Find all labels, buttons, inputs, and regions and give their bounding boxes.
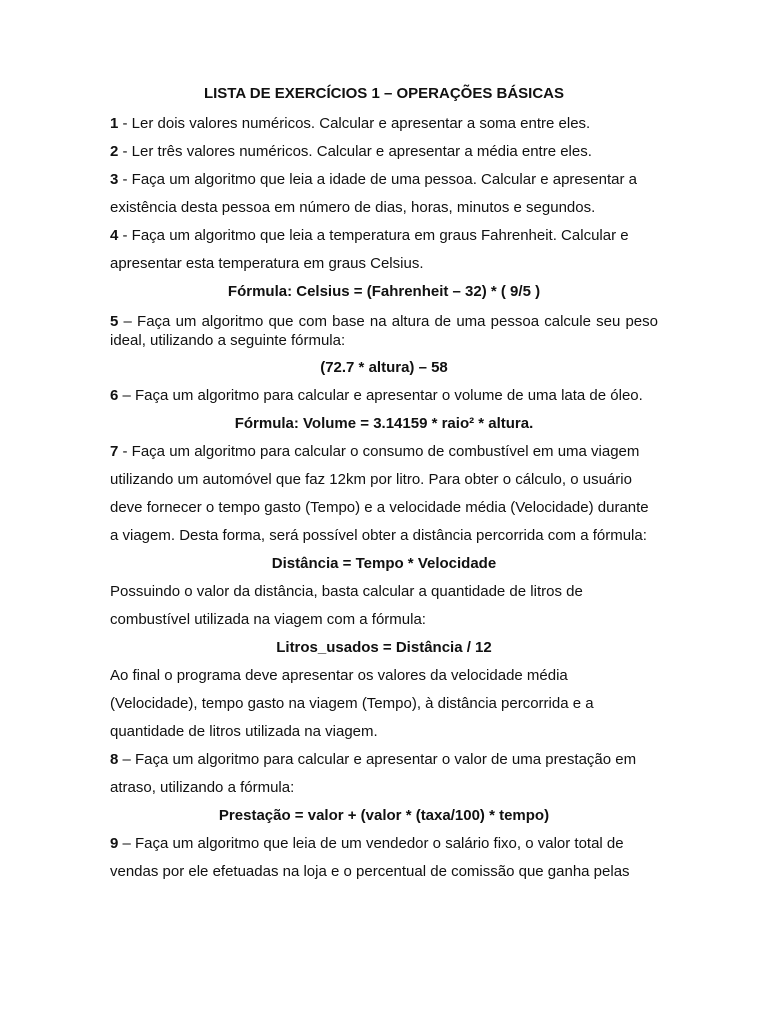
exercise-4 <box>110 222 658 278</box>
exercise-number: 5 <box>110 313 119 330</box>
formula-litros: Litros_usados = Distância / 12 <box>276 639 492 656</box>
exercise-1 <box>110 110 658 138</box>
exercise-2 <box>110 138 658 166</box>
exercise-number: 1 <box>110 115 119 132</box>
exercise-text: – Faça um algoritmo para calcular e apresentar o valor de uma prestação em atraso, utilizando a fórmula: <box>110 751 637 796</box>
exercise-6 <box>110 382 658 410</box>
exercise-5 <box>110 312 658 350</box>
exercise-text: – Faça um algoritmo que leia de um vendedor o salário fixo, o valor total de vendas por ele efetuadas na loja e o percentual de comissão que ganha pelas <box>110 835 630 880</box>
exercise-text: - Faça um algoritmo que leia a temperatura em graus Fahrenheit. Calcular e apresentar esta temperatura em graus Celsius. <box>110 227 629 272</box>
exercise-7 <box>110 438 658 550</box>
exercise-9 <box>110 830 658 886</box>
exercise-number: 4 <box>110 227 119 244</box>
exercise-number: 7 <box>110 443 119 460</box>
exercise-text: – Faça um algoritmo que com base na altura de uma pessoa calcule seu peso ideal, utilizando a seguinte fórmula: <box>110 313 658 349</box>
exercise-3 <box>110 166 658 222</box>
exercise-text: - Faça um algoritmo que leia a idade de uma pessoa. Calcular e apresentar a existência desta pessoa em número de dias, horas, minutos e segundos. <box>110 171 637 216</box>
exercise-text: - Ler dois valores numéricos. Calcular e apresentar a soma entre eles. <box>118 115 591 132</box>
exercise-number: 3 <box>110 171 119 188</box>
document-title: LISTA DE EXERCÍCIOS 1 – OPERAÇÕES BÁSICAS <box>203 85 565 102</box>
exercise-number: 8 <box>110 751 119 768</box>
exercise-text: – Faça um algoritmo para calcular e apresentar o volume de uma lata de óleo. <box>118 387 643 404</box>
formula-distancia: Distância = Tempo * Velocidade <box>271 555 497 572</box>
exercise-text: - Ler três valores numéricos. Calcular e apresentar a média entre eles. <box>118 143 592 160</box>
formula-volume: Fórmula: Volume = 3.14159 * raio² * altura. <box>234 415 534 432</box>
exercise-text: - Faça um algoritmo para calcular o consumo de combustível em uma viagem utilizando um automóvel que faz 12km por litro. Para obter o cálculo, o usuário deve fornecer o tempo gasto (Tempo) e a velocidade média (Velocidade) durante a viagem. Desta forma, será possível obter a distância percorrida com a fórmula: <box>110 443 649 544</box>
exercise-number: 9 <box>110 835 119 852</box>
exercise-number: 6 <box>110 387 119 404</box>
exercise-8 <box>110 746 658 802</box>
formula-peso-ideal: (72.7 * altura) – 58 <box>320 359 448 376</box>
paragraph-litros: Possuindo o valor da distância, basta calcular a quantidade de litros de combustível utilizada na viagem com a fórmula: <box>110 583 583 628</box>
exercise-number: 2 <box>110 143 119 160</box>
document-page <box>110 82 658 886</box>
formula-prestacao: Prestação = valor + (valor * (taxa/100) * tempo) <box>218 807 550 824</box>
paragraph-final: Ao final o programa deve apresentar os valores da velocidade média (Velocidade), tempo gasto na viagem (Tempo), à distância percorrida e a quantidade de litros utilizada na viagem. <box>110 667 594 740</box>
formula-celsius: Fórmula: Celsius = (Fahrenheit – 32) * ( 9/5 ) <box>227 283 541 300</box>
